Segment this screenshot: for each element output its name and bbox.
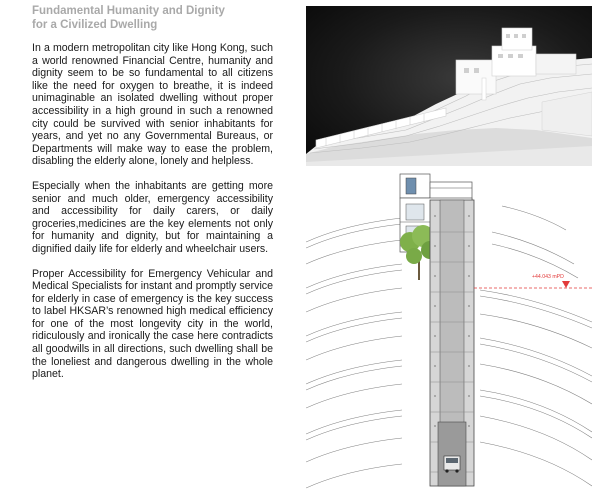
paragraph-1: In a modern metropolitan city like Hong Kong, such a world renowned Financial Centre, humanity and dignity seem to be so fundamental to all citizens like the need for oxygen to breathe, it is indeed unimaginable an isolated dwelling without proper accessibility in a high ground in such a renowned city could be survived with senior inhabitants for years, and yet no any Governmental Bureaus, or Departments will make way to ease the problem, disabling the elderly alone, lonely and helpless. bbox=[32, 42, 273, 168]
lift-tower-illustration bbox=[306, 172, 592, 494]
page-heading bbox=[32, 4, 282, 32]
paragraph-3: Proper Accessibility for Emergency Vehicular and Medical Specialists for instant and promptly service for elderly in case of emergency is the key success to label HKSAR’s renowned high medical efficiency for one of the most longevity city in the world, ridiculously and ironically the case here contradicts all goodwills in all directions, such dwelling shall be the loneliest and dangerous dwelling in the whole planet. bbox=[32, 267, 273, 381]
level-label: +44.043 mPD bbox=[532, 274, 564, 280]
heading-line-1: Fundamental Humanity and Dignity bbox=[32, 5, 225, 17]
level-marker-icon bbox=[562, 281, 570, 288]
heading-line-2: for a Civilized Dwelling bbox=[32, 19, 158, 31]
lift-tower-drawing bbox=[306, 172, 592, 494]
paragraph-2: Especially when the inhabitants are getting more senior and much older, emergency accessibility and accessibility for daily carers, or daily groceries,medicines are the key elements not only for humanity and dignity, but for maintaining a dignified daily life for elderly and wheelchair users. bbox=[32, 179, 273, 255]
body-text bbox=[32, 42, 273, 393]
model-photo-illustration bbox=[306, 6, 592, 166]
model-photo bbox=[306, 6, 592, 166]
